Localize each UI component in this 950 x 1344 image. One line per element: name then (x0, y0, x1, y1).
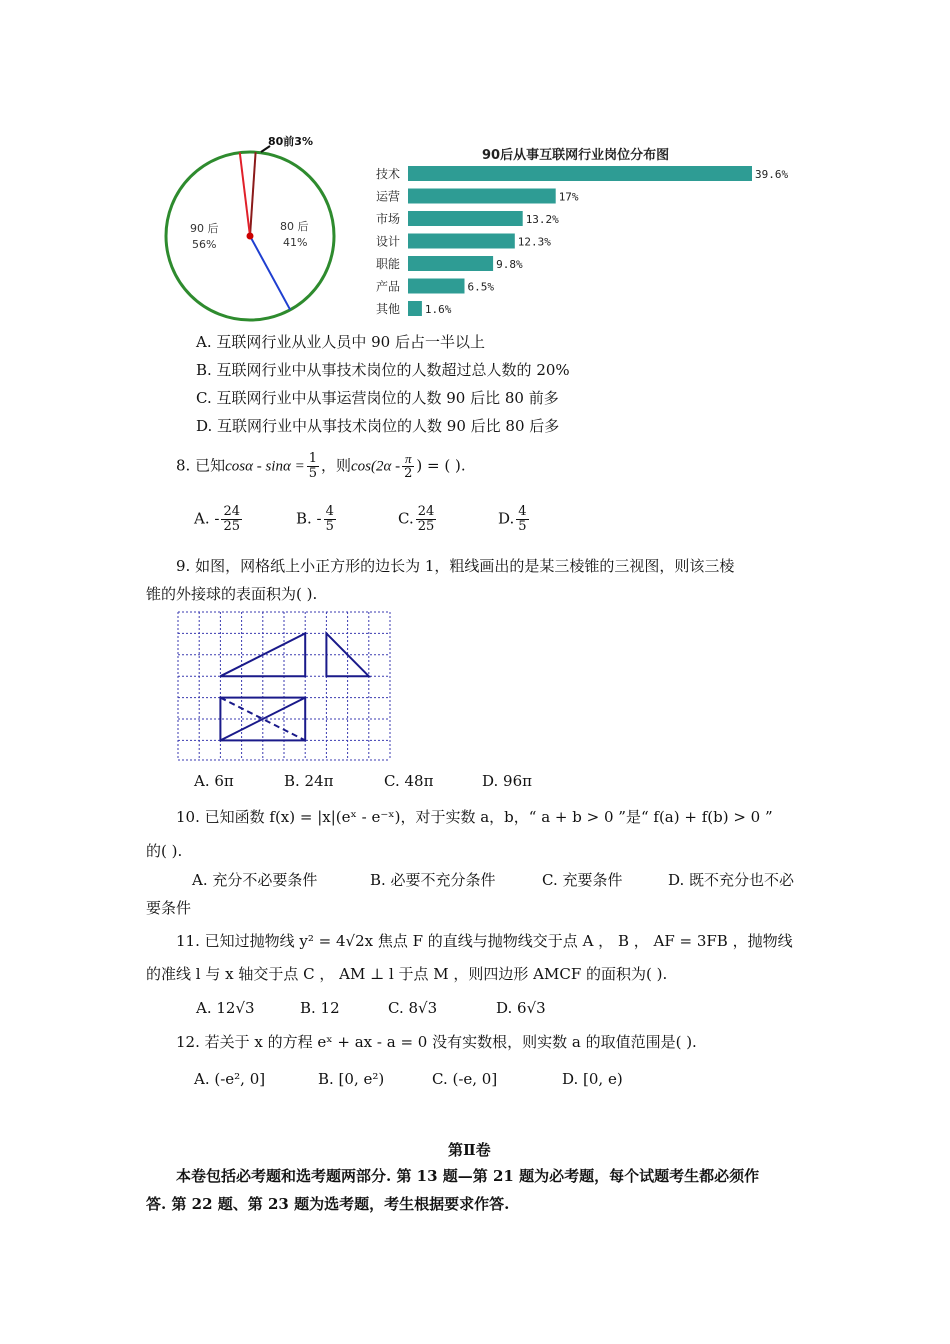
q7-option-a: A. 互联网行业从业人员中 90 后占一半以上 (196, 333, 485, 351)
q8-option-d-num: 4 (518, 504, 527, 519)
pie-svg (160, 128, 340, 328)
q11-option-c: C. 8√3 (388, 999, 438, 1017)
pie-divider-80before-90 (240, 153, 250, 236)
three-view-svg (176, 610, 392, 762)
q11-stem-line2: 的准线 l 与 x 轴交于点 C ， AM ⊥ l 于点 M ，则四边形 AMCF 的面积为( ). (146, 965, 668, 983)
q8-expr-frac-num: π (402, 452, 414, 467)
q8-option-a-frac (221, 505, 242, 534)
q9-stem-line1: 9. 如图，网格纸上小正方形的边长为 1，粗线画出的是某三棱锥的三视图，则该三棱 (176, 557, 735, 575)
q8-frac-den: 5 (308, 466, 317, 481)
pie-chart (160, 128, 340, 328)
bar-category-label: 其他 (376, 302, 401, 316)
bar (408, 189, 556, 204)
q8-option-a-num: 24 (223, 504, 240, 519)
q11-option-b: B. 12 (300, 999, 340, 1017)
q8-option-c-frac (416, 505, 437, 534)
bar (408, 211, 523, 226)
q9-option-b: B. 24π (284, 772, 334, 790)
bar-value-label: 13.2% (525, 213, 559, 226)
q7-option-d: D. 互联网行业中从事技术岗位的人数 90 后比 80 后多 (196, 417, 560, 435)
bar-svg (372, 144, 812, 324)
q8-expr-b: ) = ( ). (416, 456, 466, 475)
q12-stem: 12. 若关于 x 的方程 eˣ + ax - a = 0 没有实数根，则实数 a 的取值范围是( ). (176, 1033, 697, 1051)
q10-option-d-wrap: 要条件 (146, 899, 192, 917)
bar-value-label: 12.3% (517, 235, 551, 249)
q8-option-b (296, 505, 338, 534)
pie-label-80after: 80 后 (280, 220, 309, 233)
pie-center (247, 233, 254, 240)
bar-category-label: 技术 (376, 167, 401, 181)
bar-value-label: 9.8% (496, 258, 523, 271)
q8-option-d (498, 505, 531, 534)
q9-option-c: C. 48π (384, 772, 434, 790)
q8-option-c (398, 505, 438, 534)
q8-option-d-frac (516, 505, 528, 534)
q12-option-c: C. (-e, 0] (432, 1070, 498, 1088)
bar (408, 279, 465, 294)
bar-category-label: 职能 (376, 257, 401, 271)
q8-option-b-den: 5 (325, 519, 334, 534)
q8-option-b-frac (324, 505, 336, 534)
bar-value-label: 6.5% (467, 280, 494, 294)
q8-frac-num: 1 (308, 451, 317, 466)
q8-option-c-label: C. (398, 509, 414, 528)
q10-stem-line2: 的( ). (146, 842, 183, 860)
q8-stem (176, 452, 466, 481)
three-view-figure (176, 610, 392, 762)
bar-category-label: 产品 (376, 279, 401, 294)
bar (408, 301, 422, 316)
bar-category-label: 设计 (376, 234, 401, 249)
q8-option-d-label: D. (498, 509, 515, 528)
q8-option-c-num: 24 (417, 504, 435, 519)
q11-option-d: D. 6√3 (496, 999, 546, 1017)
q8-prefix: 8. 已知 (176, 456, 226, 475)
q10-stem-line1: 10. 已知函数 f(x) = |x|(eˣ - e⁻ˣ)，对于实数 a，b，“ a + b > 0 ”是“ f(a) + f(b) > 0 ” (176, 808, 773, 826)
bar-category-label: 运营 (376, 189, 401, 204)
q10-option-d: D. 既不充分也不必 (668, 871, 795, 889)
bar (408, 234, 515, 249)
q10-option-b: B. 必要不充分条件 (370, 871, 496, 889)
section-title: 第Ⅱ卷 (448, 1141, 491, 1159)
q12-option-b: B. [0, e²) (318, 1070, 385, 1088)
q11-option-a: A. 12√3 (196, 999, 255, 1017)
pie-value-80after: 41% (283, 236, 308, 249)
q10-option-a: A. 充分不必要条件 (192, 871, 318, 889)
q8-option-a (194, 505, 244, 534)
q8-expr-frac-den: 2 (404, 466, 413, 481)
q8-expr-a: cos(2α - (351, 458, 401, 475)
q11-stem-line1: 11. 已知过抛物线 y² = 4√2x 焦点 F 的直线与抛物线交于点 A ， B ， AF = 3FB ，抛物线 (176, 932, 793, 950)
q12-option-a: A. (-e², 0] (194, 1070, 266, 1088)
bar-chart-title: 90后从事互联网行业岗位分布图 (482, 148, 670, 163)
q7-option-c: C. 互联网行业中从事运营岗位的人数 90 后比 80 前多 (196, 389, 559, 407)
q8-expr-fraction (402, 452, 414, 481)
pie-value-90after: 56% (192, 238, 217, 251)
bar-chart (372, 144, 812, 324)
q12-option-d: D. [0, e) (562, 1070, 623, 1088)
q9-option-a: A. 6π (194, 772, 234, 790)
q10-option-c: C. 充要条件 (542, 871, 623, 889)
q8-option-b-num: 4 (325, 504, 334, 519)
bar-value-label: 39.6% (755, 168, 789, 181)
bar-value-label: 1.6% (424, 303, 452, 316)
q8-option-c-den: 25 (417, 519, 435, 534)
bar (408, 256, 493, 271)
q8-option-a-den: 25 (223, 519, 240, 534)
bar-category-label: 市场 (376, 212, 401, 226)
bar-value-label: 17% (558, 190, 579, 204)
section-desc-line1: 本卷包括必考题和选考题两部分. 第 13 题—第 21 题为必考题，每个试题考生都必须作 (176, 1167, 760, 1185)
pie-label-90after: 90 后 (190, 222, 219, 235)
q8-option-d-den: 5 (518, 519, 527, 534)
q8-fraction (307, 452, 319, 481)
q8-condition: cosα - sinα = (225, 458, 305, 475)
q7-option-b: B. 互联网行业中从事技术岗位的人数超过总人数的 20% (196, 361, 570, 379)
q9-option-d: D. 96π (482, 772, 532, 790)
q8-option-b-label: B. - (296, 509, 322, 528)
pie-divider-80after-80before (250, 152, 256, 236)
q8-mid: ，则 (321, 456, 352, 475)
q9-stem-line2: 锥的外接球的表面积为( ). (146, 585, 318, 603)
grid (178, 612, 390, 760)
section-desc-line2: 答. 第 22 题、第 23 题为选考题，考生根据要求作答. (146, 1195, 510, 1213)
pie-label-80before: 80前3% (268, 135, 313, 148)
q8-option-a-label: A. - (194, 509, 220, 528)
bar (408, 166, 752, 181)
